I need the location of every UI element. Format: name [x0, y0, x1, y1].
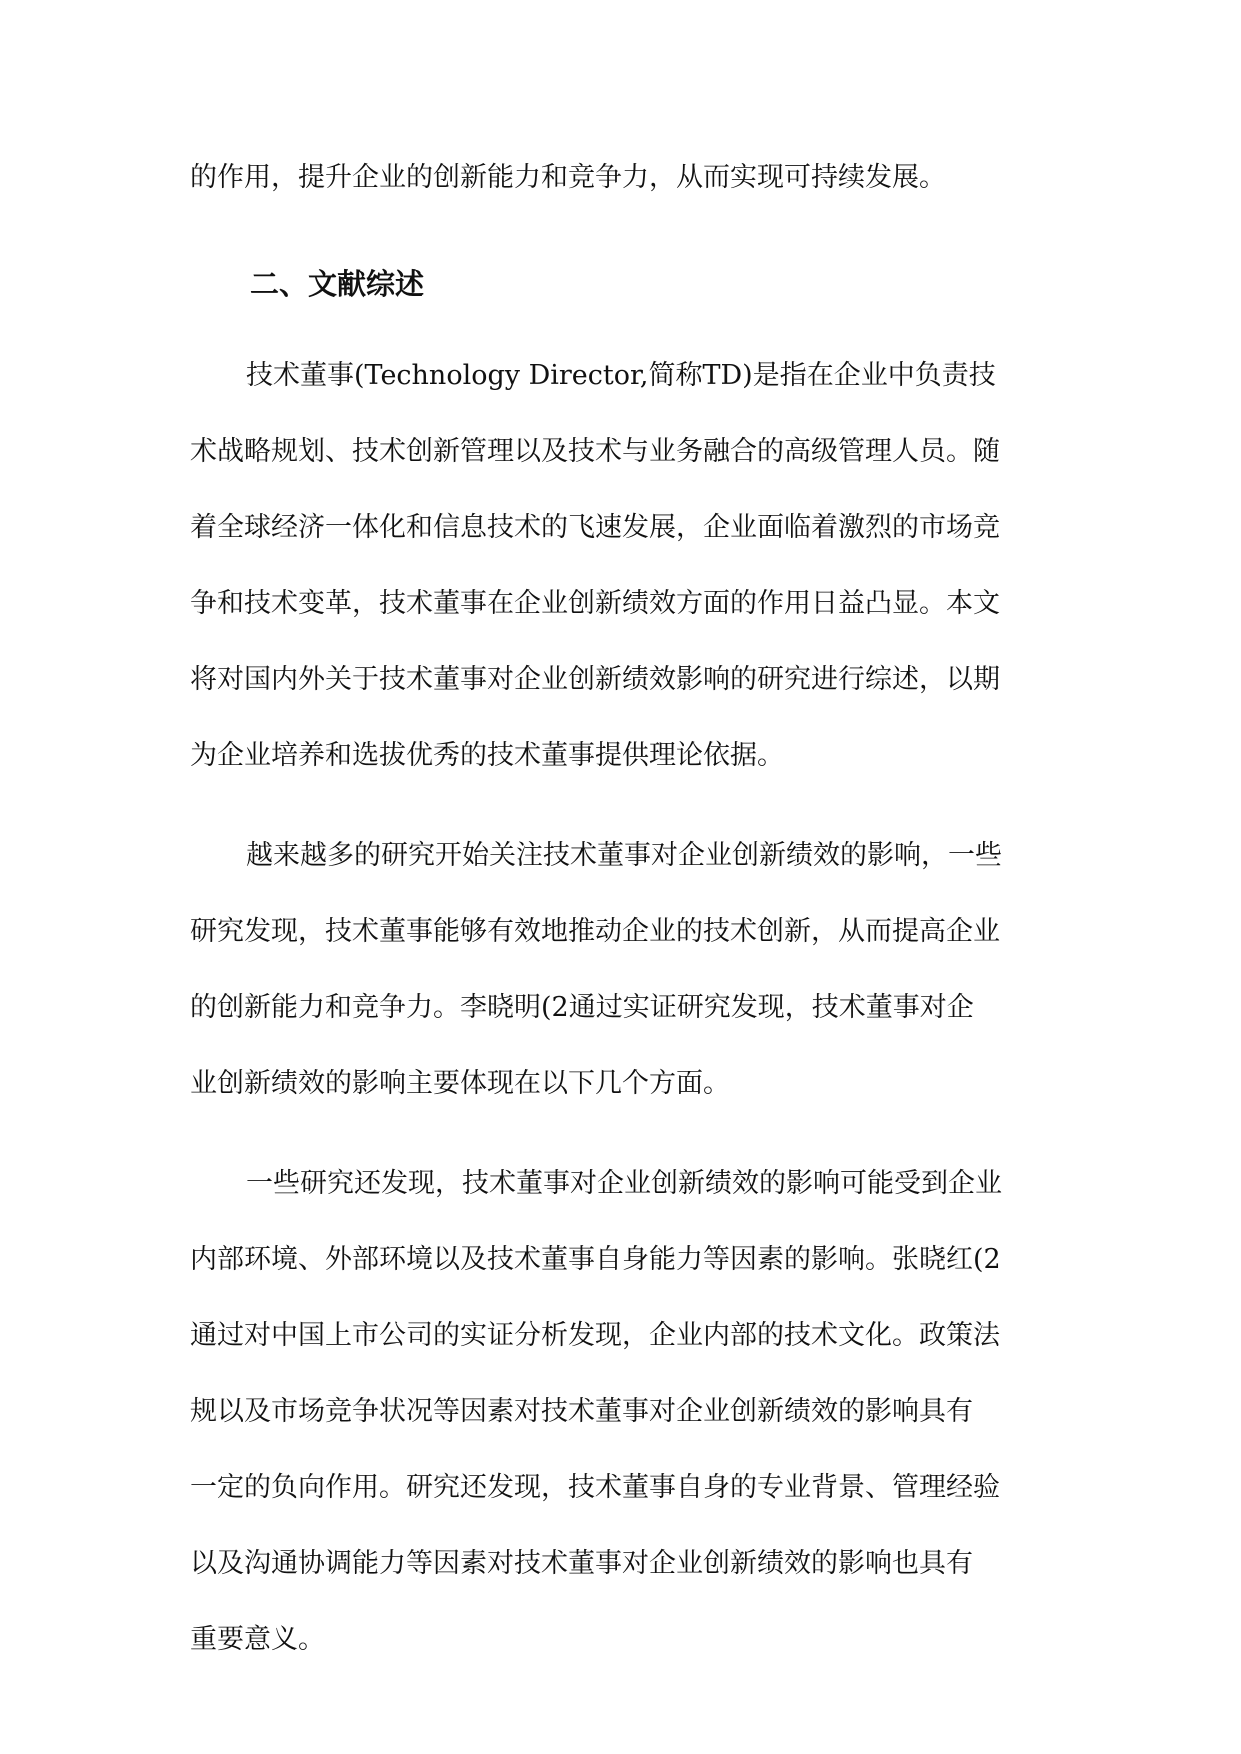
section-heading: 二、文献综述 — [250, 267, 425, 301]
paragraph-line: 重要意义。 — [190, 1624, 325, 1655]
paragraph-line: 业创新绩效的影响主要体现在以下几个方面。 — [190, 1068, 730, 1099]
paragraph-line: 一定的负向作用。研究还发现，技术董事自身的专业背景、管理经验 — [190, 1472, 1000, 1503]
paragraph-line: 着全球经济一体化和信息技术的飞速发展，企业面临着激烈的市场竞 — [190, 512, 1000, 543]
paragraph-line: 规以及市场竞争状况等因素对技术董事对企业创新绩效的影响具有 — [190, 1396, 973, 1427]
paragraph-line: 一些研究还发现，技术董事对企业创新绩效的影响可能受到企业 — [246, 1168, 1002, 1199]
paragraph-line: 将对国内外关于技术董事对企业创新绩效影响的研究进行综述，以期 — [190, 664, 1000, 695]
intro-tail-line: 的作用，提升企业的创新能力和竞争力，从而实现可持续发展。 — [190, 162, 946, 193]
paragraph-gap — [190, 1122, 1052, 1146]
paragraph-line: 以及沟通协调能力等因素对技术董事对企业创新绩效的影响也具有 — [190, 1548, 973, 1579]
paragraph-1 — [190, 338, 1052, 794]
paragraph-line: 技术董事(Technology Director,简称TD)是指在企业中负责技 — [246, 360, 996, 391]
paragraph-line: 通过对中国上市公司的实证分析发现，企业内部的技术文化。政策法 — [190, 1320, 1000, 1351]
paragraph-line: 术战略规划、技术创新管理以及技术与业务融合的高级管理人员。随 — [190, 436, 1000, 467]
paragraph-3 — [190, 1146, 1052, 1678]
paragraph-gap — [190, 794, 1052, 818]
paragraph-line: 的创新能力和竞争力。李晓明(2通过实证研究发现，技术董事对企 — [190, 992, 974, 1023]
paragraph-2 — [190, 818, 1052, 1122]
paragraph-line: 内部环境、外部环境以及技术董事自身能力等因素的影响。张晓红(2 — [190, 1244, 1001, 1275]
paragraph-line: 为企业培养和选拔优秀的技术董事提供理论依据。 — [190, 740, 784, 771]
paragraph-line: 越来越多的研究开始关注技术董事对企业创新绩效的影响，一些 — [246, 840, 1002, 871]
paragraph-line: 争和技术变革，技术董事在企业创新绩效方面的作用日益凸显。本文 — [190, 588, 1000, 619]
paragraph-line: 研究发现，技术董事能够有效地推动企业的技术创新，从而提高企业 — [190, 916, 1000, 947]
document-body — [190, 140, 1052, 1678]
